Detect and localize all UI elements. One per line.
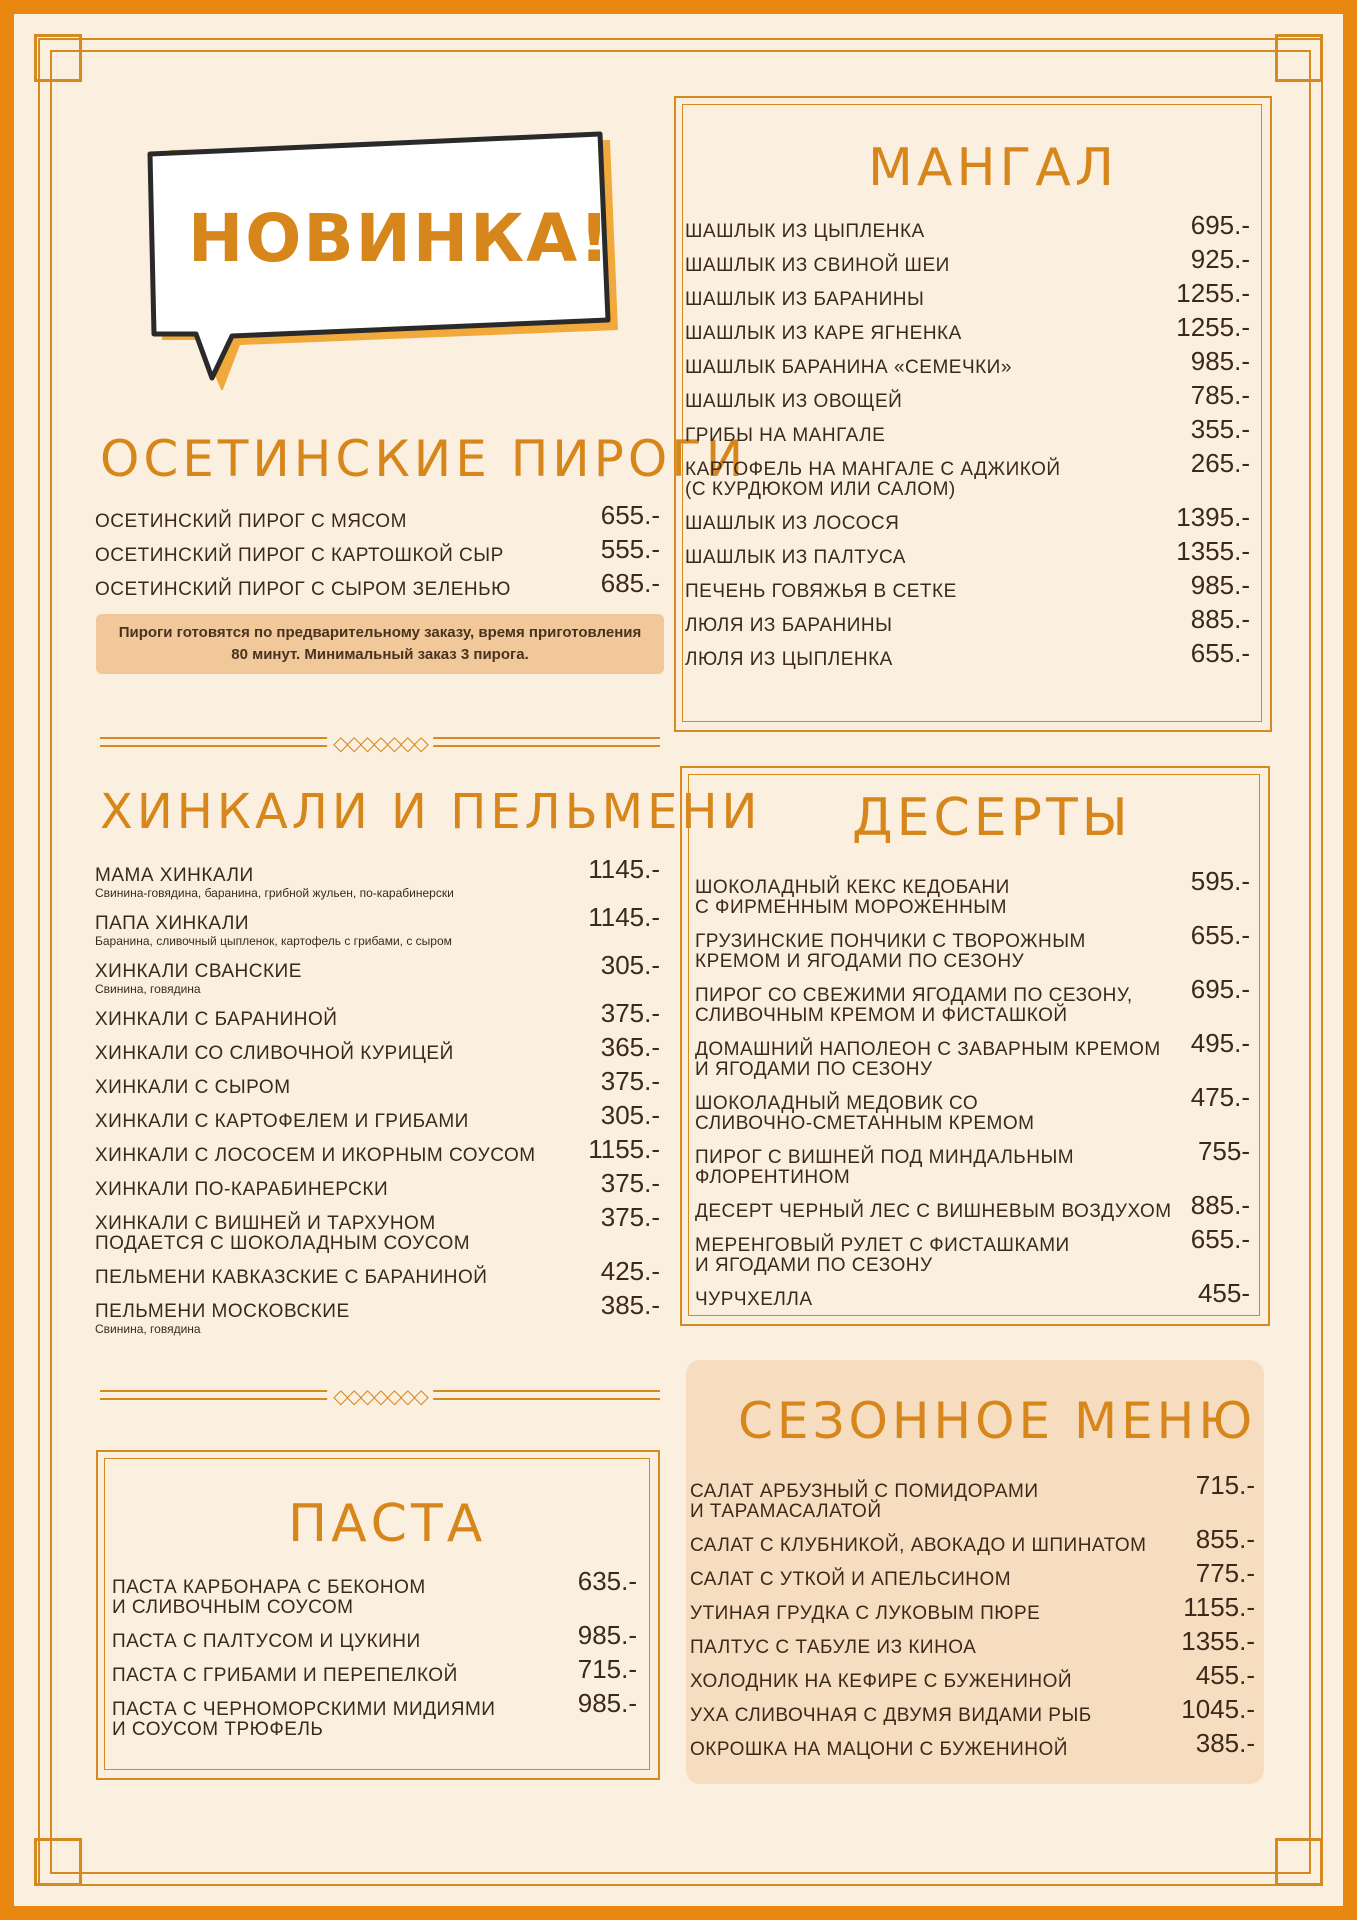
menu-item-name: ЧУРЧХЕЛЛА	[695, 1289, 813, 1310]
corner-ornament	[1275, 1838, 1323, 1886]
menu-item-price: 375.-	[600, 998, 660, 1028]
menu-item-name: ОСЕТИНСКИЙ ПИРОГ С СЫРОМ ЗЕЛЕНЬЮ	[95, 579, 511, 600]
menu-item-name-line2: И ТАРАМАСАЛАТОЙ	[690, 1501, 882, 1522]
menu-item-name: ЛЮЛЯ ИЗ БАРАНИНЫ	[685, 615, 893, 636]
menu-item-price: 1395.-	[1176, 502, 1250, 532]
menu-item-price: 985.-	[1190, 346, 1250, 376]
menu-item-name: ХИНКАЛИ С БАРАНИНОЙ	[95, 1009, 338, 1030]
pasta-list	[112, 1566, 642, 1764]
menu-item-price: 985.-	[1190, 570, 1250, 600]
menu-item-price: 1145.-	[588, 854, 660, 884]
menu-item-description: Свинина, говядина	[95, 982, 201, 996]
menu-item-name: ГРУЗИНСКИЕ ПОНЧИКИ С ТВОРОЖНЫМ	[695, 931, 1086, 952]
menu-item-name: МЕРЕНГОВЫЙ РУЛЕТ С ФИСТАШКАМИ	[695, 1235, 1070, 1256]
menu-item-price: 375.-	[600, 1168, 660, 1198]
menu-item-price: 925.-	[1190, 244, 1250, 274]
menu-item-name: ПАСТА С ПАЛТУСОМ И ЦУКИНИ	[112, 1631, 421, 1652]
menu-item-name-line2: СЛИВОЧНО-СМЕТАННЫМ КРЕМОМ	[695, 1113, 1035, 1134]
menu-item-price: 375.-	[600, 1066, 660, 1096]
menu-item-name: ПИРОГ С ВИШНЕЙ ПОД МИНДАЛЬНЫМ	[695, 1147, 1075, 1168]
menu-item-name: ХИНКАЛИ СВАНСКИЕ	[95, 961, 302, 982]
new-badge-text: НОВИНКА!	[188, 200, 612, 277]
menu-item-description: Баранина, сливочный цыпленок, картофель с грибами, с сыром	[95, 934, 452, 948]
menu-item-price: 635.-	[577, 1566, 637, 1596]
menu-item-price: 695.-	[1190, 974, 1250, 1004]
menu-item-name: КАРТОФЕЛЬ НА МАНГАЛЕ С АДЖИКОЙ	[685, 459, 1061, 480]
menu-item-name: ХОЛОДНИК НА КЕФИРЕ С БУЖЕНИНОЙ	[690, 1671, 1073, 1692]
menu-item-name: ШАШЛЫК ИЗ ЦЫПЛЕНКА	[685, 221, 925, 242]
menu-item-price: 755-	[1197, 1136, 1250, 1166]
menu-item-name: ХИНКАЛИ С ВИШНЕЙ И ТАРХУНОМ	[95, 1213, 436, 1234]
section-title-khinkali: ХИНКАЛИ И ПЕЛЬМЕНИ	[100, 784, 762, 840]
menu-item-name-line2: С ФИРМЕННЫМ МОРОЖЕННЫМ	[695, 897, 1007, 918]
menu-item-price: 695.-	[1190, 210, 1250, 240]
menu-item-name: ШАШЛЫК ИЗ ЛОСОСЯ	[685, 513, 900, 534]
menu-item-price: 775.-	[1195, 1558, 1255, 1588]
section-title-desserts: ДЕСЕРТЫ	[852, 788, 1132, 848]
menu-item-name: САЛАТ С КЛУБНИКОЙ, АВОКАДО И ШПИНАТОМ	[690, 1535, 1147, 1556]
menu-item-price: 1355.-	[1176, 536, 1250, 566]
menu-item-name-line2: ФЛОРЕНТИНОМ	[695, 1167, 851, 1188]
menu-item-price: 885.-	[1190, 1190, 1250, 1220]
menu-item-name: ОСЕТИНСКИЙ ПИРОГ С МЯСОМ	[95, 511, 407, 532]
menu-item-name: ПЕЧЕНЬ ГОВЯЖЬЯ В СЕТКЕ	[685, 581, 957, 602]
menu-item-price: 475.-	[1190, 1082, 1250, 1112]
menu-item-name-line2: И СЛИВОЧНЫМ СОУСОМ	[112, 1597, 354, 1618]
menu-item-price: 1155.-	[1183, 1592, 1255, 1622]
menu-item-price: 265.-	[1190, 448, 1250, 478]
menu-item-name: УХА СЛИВОЧНАЯ С ДВУМЯ ВИДАМИ РЫБ	[690, 1705, 1092, 1726]
menu-item-name-line2: КРЕМОМ И ЯГОДАМИ ПО СЕЗОНУ	[695, 951, 1025, 972]
section-divider: ◇◇◇◇◇◇◇	[100, 1388, 660, 1402]
section-title-ossetian: ОСЕТИНСКИЕ ПИРОГИ	[100, 430, 748, 488]
menu-item-price: 1145.-	[588, 902, 660, 932]
menu-item-price: 685.-	[600, 568, 660, 598]
menu-item-price: 855.-	[1195, 1524, 1255, 1554]
menu-item-price: 715.-	[1195, 1470, 1255, 1500]
menu-item-price: 385.-	[1195, 1728, 1255, 1758]
menu-item-description: Свинина-говядина, баранина, грибной жульен, по-карабинерски	[95, 886, 454, 900]
menu-item-price: 425.-	[600, 1256, 660, 1286]
menu-item-name: ГРИБЫ НА МАНГАЛЕ	[685, 425, 886, 446]
menu-item-name: ЛЮЛЯ ИЗ ЦЫПЛЕНКА	[685, 649, 893, 670]
menu-item-name: МАМА ХИНКАЛИ	[95, 865, 254, 886]
menu-item-price: 305.-	[600, 1100, 660, 1130]
desserts-list	[695, 866, 1255, 1314]
menu-item-name: ПАПА ХИНКАЛИ	[95, 913, 250, 934]
menu-item-price: 785.-	[1190, 380, 1250, 410]
corner-ornament	[1275, 34, 1323, 82]
menu-item-name: ХИНКАЛИ С ЛОСОСЕМ И ИКОРНЫМ СОУСОМ	[95, 1145, 536, 1166]
menu-item-price: 1045.-	[1181, 1694, 1255, 1724]
menu-item-name: ХИНКАЛИ С СЫРОМ	[95, 1077, 291, 1098]
section-title-pasta: ПАСТА	[288, 1494, 487, 1554]
menu-item-price: 1355.-	[1181, 1626, 1255, 1656]
menu-item-name: САЛАТ АРБУЗНЫЙ С ПОМИДОРАМИ	[690, 1481, 1039, 1502]
menu-item-name: ДОМАШНИЙ НАПОЛЕОН С ЗАВАРНЫМ КРЕМОМ	[695, 1039, 1161, 1060]
menu-item-name: ОКРОШКА НА МАЦОНИ С БУЖЕНИНОЙ	[690, 1739, 1068, 1760]
menu-item-price: 355.-	[1190, 414, 1250, 444]
menu-item-name: САЛАТ С УТКОЙ И АПЕЛЬСИНОМ	[690, 1569, 1012, 1590]
menu-item-name: ПАСТА С ГРИБАМИ И ПЕРЕПЕЛКОЙ	[112, 1665, 458, 1686]
menu-item-name: ПАСТА С ЧЕРНОМОРСКИМИ МИДИЯМИ	[112, 1699, 496, 1720]
menu-item-name-line2: И ЯГОДАМИ ПО СЕЗОНУ	[695, 1255, 933, 1276]
menu-item-name-line2: СЛИВОЧНЫМ КРЕМОМ И ФИСТАШКОЙ	[695, 1005, 1068, 1026]
section-divider: ◇◇◇◇◇◇◇	[100, 735, 660, 749]
menu-item-price: 715.-	[577, 1654, 637, 1684]
menu-item-price: 305.-	[600, 950, 660, 980]
menu-item-name: ШАШЛЫК ИЗ КАРЕ ЯГНЕНКА	[685, 323, 962, 344]
menu-item-name: ПЕЛЬМЕНИ МОСКОВСКИЕ	[95, 1301, 350, 1322]
menu-item-name: ПИРОГ СО СВЕЖИМИ ЯГОДАМИ ПО СЕЗОНУ,	[695, 985, 1133, 1006]
section-title-seasonal: СЕЗОННОЕ МЕНЮ	[738, 1392, 1257, 1450]
menu-item-name: ХИНКАЛИ СО СЛИВОЧНОЙ КУРИЦЕЙ	[95, 1043, 454, 1064]
menu-item-name: ШАШЛЫК ИЗ СВИНОЙ ШЕИ	[685, 255, 950, 276]
menu-item-price: 655.-	[1190, 638, 1250, 668]
menu-item-price: 455.-	[1195, 1660, 1255, 1690]
menu-item-name: ХИНКАЛИ ПО-КАРАБИНЕРСКИ	[95, 1179, 389, 1200]
menu-item-price: 655.-	[1190, 1224, 1250, 1254]
menu-item-price: 885.-	[1190, 604, 1250, 634]
menu-item-name: ШОКОЛАДНЫЙ КЕКС КЕДОБАНИ	[695, 877, 1010, 898]
menu-item-name: ПАСТА КАРБОНАРА С БЕКОНОМ	[112, 1577, 426, 1598]
menu-item-name: ШАШЛЫК ИЗ ОВОЩЕЙ	[685, 391, 903, 412]
menu-item-name-line2: И СОУСОМ ТРЮФЕЛЬ	[112, 1719, 324, 1740]
seasonal-list	[690, 1470, 1260, 1778]
menu-item-price: 595.-	[1190, 866, 1250, 896]
menu-item-price: 985.-	[577, 1688, 637, 1718]
ossetian-list	[95, 500, 665, 608]
menu-item-name: ШАШЛЫК ИЗ ПАЛТУСА	[685, 547, 906, 568]
menu-item-price: 495.-	[1190, 1028, 1250, 1058]
menu-item-name-line2: И ЯГОДАМИ ПО СЕЗОНУ	[695, 1059, 933, 1080]
corner-ornament	[34, 1838, 82, 1886]
menu-item-price: 385.-	[600, 1290, 660, 1320]
menu-item-name: УТИНАЯ ГРУДКА С ЛУКОВЫМ ПЮРЕ	[690, 1603, 1041, 1624]
menu-item-name: ШАШЛЫК БАРАНИНА «СЕМЕЧКИ»	[685, 357, 1012, 378]
menu-item-price: 555.-	[600, 534, 660, 564]
menu-item-price: 1155.-	[588, 1134, 660, 1164]
menu-item-name: ПЕЛЬМЕНИ КАВКАЗСКИЕ С БАРАНИНОЙ	[95, 1267, 488, 1288]
section-title-mangal: МАНГАЛ	[868, 138, 1118, 198]
menu-item-price: 655.-	[1190, 920, 1250, 950]
khinkali-list	[95, 854, 665, 1362]
menu-item-name: ХИНКАЛИ С КАРТОФЕЛЕМ И ГРИБАМИ	[95, 1111, 469, 1132]
menu-item-name: ПАЛТУС С ТАБУЛЕ ИЗ КИНОА	[690, 1637, 977, 1658]
menu-item-price: 655.-	[600, 500, 660, 530]
menu-item-description: Свинина, говядина	[95, 1322, 201, 1336]
menu-item-name: ОСЕТИНСКИЙ ПИРОГ С КАРТОШКОЙ СЫР	[95, 545, 504, 566]
menu-item-price: 375.-	[600, 1202, 660, 1232]
menu-item-name-line2: (С КУРДЮКОМ ИЛИ САЛОМ)	[685, 479, 956, 500]
corner-ornament	[34, 34, 82, 82]
mangal-list	[685, 210, 1260, 670]
menu-item-name: ШАШЛЫК ИЗ БАРАНИНЫ	[685, 289, 925, 310]
menu-item-name-line2: ПОДАЕТСЯ С ШОКОЛАДНЫМ СОУСОМ	[95, 1233, 471, 1254]
menu-item-price: 365.-	[600, 1032, 660, 1062]
menu-item-price: 455-	[1197, 1278, 1250, 1308]
menu-item-price: 1255.-	[1176, 312, 1250, 342]
menu-item-name: ДЕСЕРТ ЧЕРНЫЙ ЛЕС С ВИШНЕВЫМ ВОЗДУХОМ	[695, 1201, 1172, 1222]
menu-item-price: 1255.-	[1176, 278, 1250, 308]
menu-item-price: 985.-	[577, 1620, 637, 1650]
menu-item-name: ШОКОЛАДНЫЙ МЕДОВИК СО	[695, 1093, 979, 1114]
preorder-notice: Пироги готовятся по предварительному заказу, время приготовления 80 минут. Минимальный заказ 3 пирога.	[96, 614, 664, 674]
